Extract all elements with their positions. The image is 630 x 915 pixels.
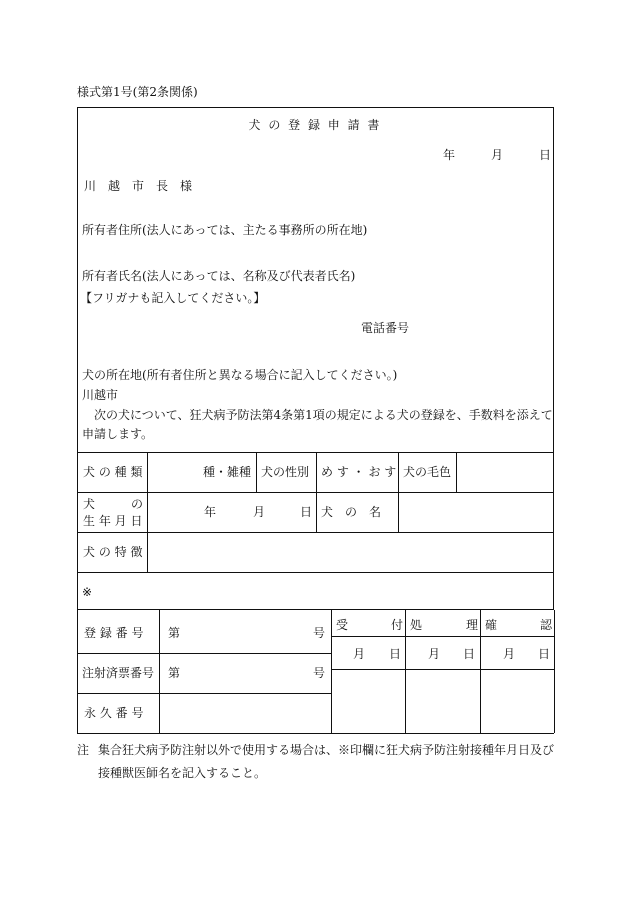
birth-label-line2: 生 年 月 日	[83, 514, 143, 528]
form-number-label: 様式第1号(第2条関係)	[77, 85, 198, 99]
note-mark: ※	[82, 585, 93, 599]
injection-no-label: 注射済票番号	[82, 666, 155, 680]
confirmed-month: 月	[503, 647, 516, 661]
addressee: 川 越 市 長 様	[84, 179, 193, 193]
footnote-prefix: 注	[77, 743, 90, 757]
reg-no-label: 登 録 番 号	[84, 626, 144, 640]
sex-label: 犬の性別	[261, 465, 310, 479]
injection-no-go: 号	[313, 666, 326, 680]
form-title: 犬 の 登 録 申 請 書	[248, 118, 382, 132]
processed-day: 日	[463, 647, 476, 661]
dog-location-label: 犬の所在地(所有者住所と異なる場合に記入してください。)	[82, 368, 398, 382]
processed-header-2: 理	[466, 618, 479, 632]
footnote-line1: 集合狂犬病予防注射以外で使用する場合は、※印欄に狂犬病予防注射接種年月日及び	[98, 743, 555, 757]
received-header-2: 付	[391, 618, 404, 632]
received-header-1: 受	[336, 618, 349, 632]
furigana-note: 【フリガナも記入してください。】	[80, 291, 266, 305]
confirmed-day: 日	[538, 647, 551, 661]
dog-name-label: 犬 の 名	[321, 505, 382, 519]
birth-label-line1: 犬 の	[83, 497, 144, 511]
request-text-line2: 申請します。	[82, 427, 154, 441]
owner-address-label: 所有者住所(法人にあっては、主たる事務所の所在地)	[82, 223, 368, 237]
footnote-line2: 接種獣医師名を記入すること。	[98, 766, 267, 780]
birth-month-label: 月	[253, 505, 266, 519]
received-month: 月	[353, 647, 366, 661]
sex-options: め す ・ お す	[321, 465, 397, 479]
confirmed-header-1: 確	[485, 618, 498, 632]
request-text-line1: 次の犬について、狂犬病予防法第4条第1項の規定による犬の登録を、手数料を添えて	[94, 408, 553, 422]
features-label: 犬 の 特 徴	[83, 545, 143, 559]
phone-label: 電話番号	[361, 321, 410, 335]
birth-year-label: 年	[204, 505, 217, 519]
permanent-no-label: 永 久 番 号	[84, 706, 144, 720]
confirmed-header-2: 認	[540, 618, 553, 632]
date-year-label: 年	[443, 148, 456, 162]
processed-month: 月	[428, 647, 441, 661]
processed-header-1: 処	[410, 618, 423, 632]
reg-no-dai: 第	[168, 626, 181, 640]
date-day-label: 日	[539, 148, 552, 162]
color-label: 犬の毛色	[403, 465, 452, 479]
breed-label: 犬 の 種 類	[83, 465, 143, 479]
city-name: 川越市	[82, 388, 119, 402]
received-day: 日	[389, 647, 402, 661]
date-month-label: 月	[491, 148, 504, 162]
owner-name-label: 所有者氏名(法人にあっては、名称及び代表者氏名)	[82, 269, 356, 283]
breed-value: 種・雑種	[203, 465, 252, 479]
birth-day-label: 日	[300, 505, 313, 519]
reg-no-go: 号	[313, 626, 326, 640]
injection-no-dai: 第	[168, 666, 181, 680]
